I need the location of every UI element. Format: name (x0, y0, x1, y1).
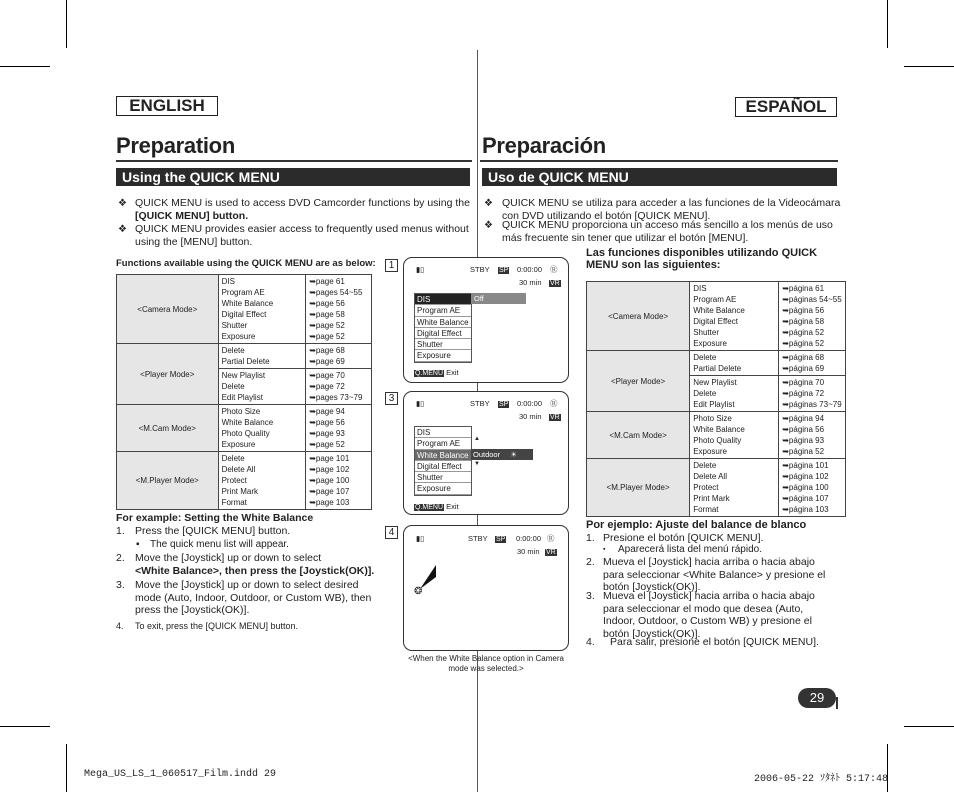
step-2: 2. Mueva el [Joystick] hacia arriba o hacia abajo para seleccionar <White Balance> y presione el botón [Joystick(OK)]. (586, 556, 826, 593)
page-title-english: Preparation (116, 133, 235, 158)
lcd-screen-1 (403, 257, 569, 383)
white-balance-icon: ❂ (414, 586, 423, 597)
title-rule (480, 160, 838, 162)
mode-cell: <Player Mode> (117, 344, 219, 405)
items-cell: New Playlist Delete Edit Playlist (218, 369, 306, 405)
pages-cell: ➥page 68 ➥page 69 (306, 344, 372, 369)
mode-cell: <M.Cam Mode> (587, 412, 690, 459)
quick-menu-list: DIS Program AE White Balance Digital Effect Shutter Exposure (414, 426, 472, 496)
functions-table-english (116, 274, 372, 510)
bullet-text: [QUICK MENU] button. (135, 210, 249, 222)
mode-cell: <Camera Mode> (587, 282, 690, 351)
mode-cell: <Camera Mode> (117, 275, 219, 344)
qmenu-badge: Q.MENU (415, 370, 443, 377)
pages-cell: ➥página 61 ➥páginas 54~55 ➥página 56 ➥página 58 ➥página 52 ➥página 52 (779, 282, 846, 351)
items-cell: Delete Delete All Protect Print Mark Format (218, 452, 306, 510)
pages-cell: ➥página 101 ➥página 102 ➥página 100 ➥página 107 ➥página 103 (779, 459, 846, 517)
disc-icon: Ⓡ (550, 265, 558, 274)
exit-label: Exit (446, 368, 459, 377)
items-cell: Delete Partial Delete (690, 351, 779, 376)
battery-icon: ▮▯ (416, 265, 425, 274)
up-arrow-icon: ▲ (474, 436, 480, 442)
step-4: 4. Para salir, presione el botón [QUICK MENU]. (586, 636, 819, 648)
mode-cell: <M.Cam Mode> (117, 405, 219, 452)
disc-icon: Ⓡ (550, 399, 558, 408)
bullet-item (118, 197, 474, 223)
remaining-time: 30 min (519, 278, 542, 287)
items-cell: Delete Delete All Protect Print Mark Format (690, 459, 779, 517)
page-tab-edge (836, 697, 838, 709)
mode-cell: <M.Player Mode> (587, 459, 690, 517)
bullet-text: QUICK MENU is used to access DVD Camcorder functions by using the (135, 197, 470, 209)
bullet-icon: ❖ (484, 198, 493, 209)
crop-mark (904, 726, 954, 727)
screen-caption: <When the White Balance option in Camera mode was selected.> (408, 654, 564, 673)
time-counter: 0:00:00 (516, 534, 542, 543)
lcd-screen-4 (403, 525, 569, 651)
step-2: 2. Move the [Joystick] up or down to select <White Balance>, then press the [Joystick(OK)]. (116, 552, 375, 577)
quick-menu-list: DIS Program AE White Balance Digital Effect Shutter Exposure (414, 293, 472, 363)
mode-cell: <Player Mode> (587, 351, 690, 412)
pages-cell: ➥page 101 ➥page 102 ➥page 100 ➥page 107 ➥page 103 (306, 452, 372, 510)
table-caption: Las funciones disponibles utilizando QUICK MENU son las siguientes: (586, 247, 818, 271)
quality-badge: SP (496, 536, 506, 543)
language-label-english: ENGLISH (116, 96, 218, 116)
pages-cell: ➥página 94 ➥página 56 ➥página 93 ➥página 52 (779, 412, 846, 459)
example-heading: For example: Setting the White Balance (116, 512, 314, 524)
step-1: 1. Press the [QUICK MENU] button. (116, 525, 291, 537)
step-1-sub: ▪ Aparecerá lista del menú rápido. (603, 544, 762, 555)
bullet-text: QUICK MENU provides easier access to frequently used menus without (135, 223, 469, 235)
items-cell: DIS Program AE White Balance Digital Effect Shutter Exposure (218, 275, 306, 344)
crop-mark (0, 726, 50, 727)
disc-icon: Ⓡ (547, 534, 555, 543)
pages-cell: ➥página 68 ➥página 69 (779, 351, 846, 376)
footer-filename: Mega_US_LS_1_060517_Film.indd 29 (84, 769, 277, 780)
exit-label: Exit (446, 502, 459, 511)
example-heading: Por ejemplo: Ajuste del balance de blanco (586, 519, 807, 531)
section-heading-english: Using the QUICK MENU (116, 168, 470, 186)
bullet-item: ❖ QUICK MENU proporciona un acceso más sencillo a los menús de uso más frecuente sin tener que utilizar el botón [MENU]. (484, 219, 833, 244)
battery-icon: ▮▯ (416, 534, 425, 543)
bullet-icon: ❖ (118, 224, 127, 235)
quality-badge: SP (499, 401, 509, 408)
step-3: 3. Move the [Joystick] up or down to select desired mode (Auto, Indoor, Outdoor, or Custom WB), then press the [Joystick(OK)]. (116, 579, 372, 616)
pages-cell: ➥page 94 ➥page 56 ➥page 93 ➥page 52 (306, 405, 372, 452)
remaining-time: 30 min (519, 412, 542, 421)
items-cell: Delete Partial Delete (218, 344, 306, 369)
mode-cell: <M.Player Mode> (117, 452, 219, 510)
down-arrow-icon: ▼ (474, 461, 480, 467)
lcd-screen-3 (403, 391, 569, 515)
bullet-icon: ❖ (118, 198, 127, 209)
title-rule (116, 160, 472, 162)
step-number: 1 (385, 259, 398, 272)
section-heading-spanish: Uso de QUICK MENU (482, 168, 837, 186)
submenu-value: Outdoor ☀ (471, 449, 533, 460)
qmenu-badge: Q.MENU (415, 504, 443, 511)
footer-timestamp: 2006-05-22 ｿﾀﾈﾄ 5:17:48 (754, 774, 889, 785)
submenu-value: Off (471, 293, 526, 304)
pages-cell: ➥page 70 ➥page 72 ➥pages 73~79 (306, 369, 372, 405)
functions-table-spanish (586, 281, 846, 517)
step-1-sub: ▪ The quick menu list will appear. (136, 539, 289, 550)
crop-mark (887, 0, 888, 48)
crop-mark (66, 0, 67, 48)
step-4: 4. To exit, press the [QUICK MENU] button. (116, 621, 299, 631)
items-cell: DIS Program AE White Balance Digital Effect Shutter Exposure (690, 282, 779, 351)
items-cell: Photo Size White Balance Photo Quality Exposure (218, 405, 306, 452)
language-label-spanish: ESPAÑOL (735, 97, 837, 117)
step-number: 4 (385, 526, 398, 539)
step-3: 3. Mueva el [Joystick] hacia arriba o hacia abajo para seleccionar el modo que desea (Auto, Indoor, Outdoor, o Custom WB) y presione el botón [Joystick(OK)]. (586, 590, 815, 640)
page-number: 29 (798, 688, 836, 708)
vr-badge: VR (550, 280, 560, 287)
crop-mark (0, 66, 50, 67)
page-title-spanish: Preparación (482, 133, 606, 158)
step-number: 3 (385, 392, 398, 405)
quality-badge: SP (499, 267, 509, 274)
time-counter: 0:00:00 (517, 265, 543, 274)
battery-icon: ▮▯ (416, 399, 425, 408)
sun-icon: ☀ (510, 450, 517, 459)
bullet-icon: ❖ (484, 220, 493, 231)
status-text: STBY (470, 265, 490, 274)
bullet-item: ❖ QUICK MENU se utiliza para acceder a las funciones de la Videocámara con DVD utilizando el botón [QUICK MENU]. (484, 197, 841, 222)
table-caption: Functions available using the QUICK MENU are as below: (116, 258, 376, 269)
status-text: STBY (470, 399, 490, 408)
crop-mark (66, 744, 67, 792)
time-counter: 0:00:00 (517, 399, 543, 408)
step-1: 1. Presione el botón [QUICK MENU]. (586, 532, 764, 544)
vr-badge: VR (546, 549, 556, 556)
crop-mark (904, 66, 954, 67)
items-cell: New Playlist Delete Edit Playlist (690, 376, 779, 412)
pages-cell: ➥page 61 ➥pages 54~55 ➥page 56 ➥page 58 ➥page 52 ➥page 52 (306, 275, 372, 344)
bullet-text: using the [MENU] button. (135, 236, 253, 248)
bullet-item (118, 223, 474, 249)
items-cell: Photo Size White Balance Photo Quality Exposure (690, 412, 779, 459)
remaining-time: 30 min (517, 547, 540, 556)
pages-cell: ➥página 70 ➥página 72 ➥páginas 73~79 (779, 376, 846, 412)
status-text: STBY (468, 534, 488, 543)
vr-badge: VR (550, 414, 560, 421)
